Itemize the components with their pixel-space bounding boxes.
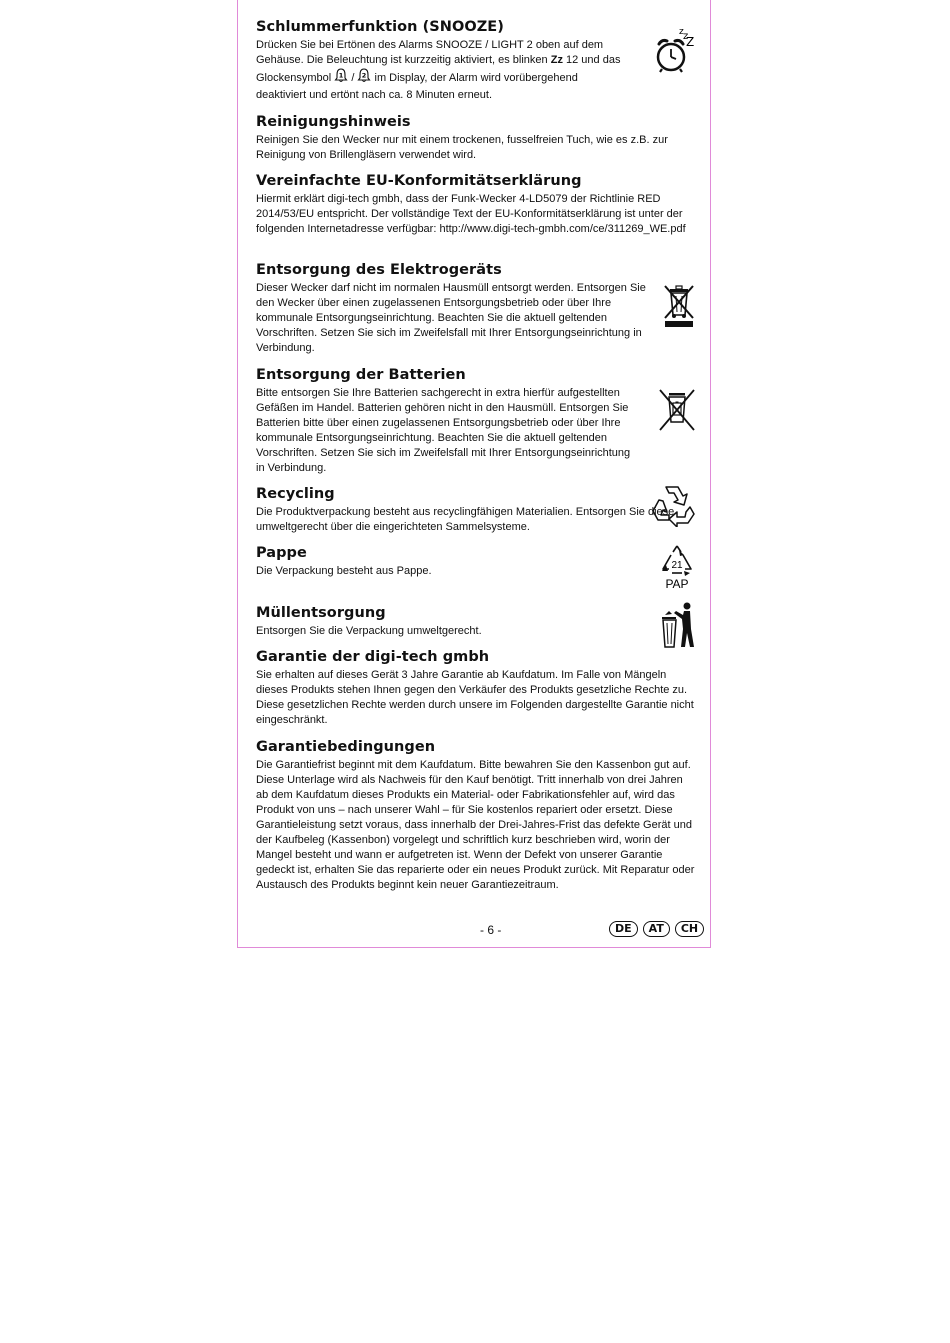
- section-title: Reinigungshinweis: [256, 114, 411, 130]
- document-page: [237, 0, 711, 948]
- section-text: Dieser Wecker darf nicht im normalen Hausmüll entsorgt werden. Entsorgen Sie den Wecker über einen zugelassenen Entsorgungsbetrieb oder über Ihre kommunale Entsorgungseinrichtung. Beachten Sie die aktuell geltenden Vorschriften. Setzen Sie sich im Zweifelsfall mit Ihrer Entsorgungseinrichtung in Verbindung.: [256, 282, 646, 354]
- country-badges: [609, 921, 704, 937]
- section-text: [256, 38, 626, 103]
- svg-text:z: z: [683, 31, 689, 42]
- pap-code: 21: [671, 560, 683, 571]
- alarm-clock-snooze-icon: [654, 24, 696, 74]
- key-label: SNOOZE / LIGHT 2: [435, 39, 533, 51]
- section-guarantee-conditions: [256, 738, 696, 893]
- pap-recycle-icon: [658, 543, 696, 593]
- section-title: Entsorgung der Batterien: [256, 367, 466, 383]
- bell-2-icon: [357, 68, 371, 88]
- section-text: Hiermit erklärt digi-tech gmbh, dass der Funk-Wecker 4-LD5079 der Richtlinie RED 2014/53/EU entspricht. Der vollständige Text der EU-Konformitätserklärung ist unter der folgenden Internetadresse verfügbar: http://www.digi-tech-gmbh.com/ce/311269_WE.pdf: [256, 193, 686, 235]
- country-badge-ch: CH: [675, 921, 704, 937]
- pap-label: PAP: [665, 577, 689, 591]
- section-disposal-device: [256, 261, 651, 356]
- section-title: Schlummerfunktion (SNOOZE): [256, 19, 504, 35]
- text-part: /: [348, 72, 358, 84]
- section-title: Vereinfachte EU-Konformitätserklärung: [256, 173, 582, 189]
- svg-text:1: 1: [339, 71, 344, 80]
- country-badge-at: AT: [643, 921, 670, 937]
- text-part: oben auf dem Gehäuse. Die Beleuchtung ist kurzzeitig aktiviert, es blinken: [256, 39, 604, 66]
- section-title: Müllentsorgung: [256, 605, 386, 621]
- section-waste: [256, 604, 696, 639]
- svg-text:z: z: [679, 27, 684, 37]
- section-title: Entsorgung des Elektrogeräts: [256, 262, 502, 278]
- section-text: Sie erhalten auf dieses Gerät 3 Jahre Garantie ab Kaufdatum. Im Falle von Mängeln dieses Produkts stehen Ihnen gegen den Verkäufer des Produkts gesetzliche Rechte zu. Diese gesetzlichen Rechte werden durch unsere im Folgenden dargestellte Garantie nicht eingeschränkt.: [256, 669, 694, 726]
- section-guarantee: [256, 648, 696, 728]
- text-part: Drücken Sie bei Ertönen des Alarms: [256, 39, 436, 51]
- section-title: Garantie der digi-tech gmbh: [256, 649, 490, 665]
- page-number: - 6 -: [480, 923, 502, 937]
- section-text: Bitte entsorgen Sie Ihre Batterien sachgerecht in extra hierfür aufgestellten Gefäßen im Handel. Batterien gehören nicht in den Hausmüll. Entsorgen Sie Batterien bitte über einen zugelassenen Entsorgungsbetrieb oder über Ihre kommunale Entsorgungseinrichtung. Beachten Sie die aktuell geltenden Vorschriften. Setzen Sie sich im Zweifelsfall mit Ihrer Entsorgungseinrichtung in Verbindung.: [256, 387, 631, 474]
- section-cardboard: [256, 544, 696, 579]
- section-snooze: [256, 18, 626, 103]
- section-recycling: [256, 485, 696, 535]
- section-text: Reinigen Sie den Wecker nur mit einem trockenen, fusselfreien Tuch, wie es z.B. zur Reinigung von Brillengläsern verwendet wird.: [256, 134, 668, 161]
- section-disposal-batteries: [256, 366, 641, 476]
- svg-text:Z: Z: [686, 35, 695, 49]
- section-text: Die Garantiefrist beginnt mit dem Kaufdatum. Bitte bewahren Sie den Kassenbon gut auf. Diese Unterlage wird als Nachweis für den Kauf benötigt. Tritt innerhalb von drei Jahren ab dem Kaufdatum dieses Produkts ein Material- oder Fabrikationsfehler auf, wird das Produkt von uns – nach unserer Wahl – für Sie kostenlos repariert oder ersetzt. Diese Garantieleistung setzt voraus, dass innerhalb der Drei-Jahres-Frist das defekte Gerät und der Kaufbeleg (Kassenbon) vorgelegt und schriftlich kurz beschrieben wird, worin der Mangel besteht und wann er aufgetreten ist. Wenn der Defekt von unserer Garantie gedeckt ist, erhalten Sie das reparierte oder ein neues Produkt zurück. Mit Reparatur oder Austausch des Produkts beginnt kein neuer Garantiezeitraum.: [256, 759, 695, 891]
- text-part: und das Glockensymbol: [256, 54, 621, 84]
- text-part: im Display, der Alarm wird vorübergehend deaktiviert und ertönt nach ca. 8 Minuten erneut.: [256, 72, 578, 101]
- recycle-icon: [650, 483, 696, 527]
- section-title: Recycling: [256, 486, 335, 502]
- section-eu-conformity: [256, 172, 688, 237]
- section-text: Die Produktverpackung besteht aus recyclingfähigen Materialien. Entsorgen Sie diese umweltgerecht über die eingerichteten Sammelsysteme.: [256, 506, 675, 533]
- country-badge-de: DE: [609, 921, 638, 937]
- section-cleaning: [256, 113, 696, 163]
- text-part: 12: [562, 54, 579, 66]
- section-title: Garantiebedingungen: [256, 739, 436, 755]
- section-text: Entsorgen Sie die Verpackung umweltgerecht.: [256, 625, 482, 637]
- tidyman-icon: [660, 601, 696, 649]
- svg-text:2: 2: [362, 71, 367, 80]
- bell-1-icon: [334, 68, 348, 88]
- crossed-battery-bin-icon: [658, 388, 696, 432]
- snooze-symbol: Zz: [550, 54, 563, 66]
- crossed-bin-icon: [663, 283, 695, 329]
- section-title: Pappe: [256, 545, 307, 561]
- section-text: Die Verpackung besteht aus Pappe.: [256, 565, 432, 577]
